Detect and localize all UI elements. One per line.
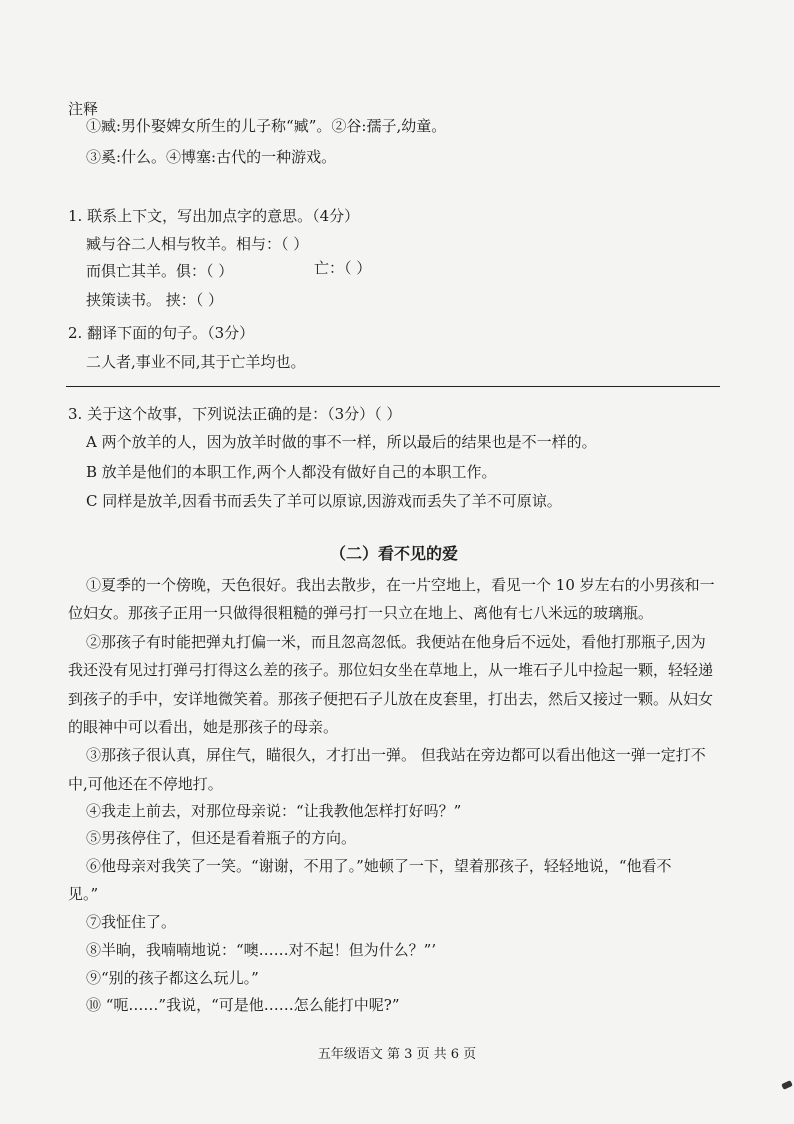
question-1-item-2a: 而俱亡其羊。俱：（ ） [86, 262, 234, 280]
passage-p10: ⑩ “呃……”我说，“可是他……怎么能打中呢?” [86, 996, 400, 1014]
passage-p2-line4: 的眼神中可以看出，她是那孩子的母亲。 [68, 718, 339, 736]
notes-heading: 注释 [68, 100, 99, 118]
scan-mark-icon [781, 1080, 793, 1090]
question-3-prompt: 3. 关于这个故事，下列说法正确的是：（3分）（ ） [68, 405, 402, 423]
passage-p4: ④我走上前去，对那位母亲说：“让我教他怎样打好吗？” [86, 802, 462, 820]
passage-p8: ⑧半晌，我喃喃地说：“噢……对不起！但为什么？”’ [86, 941, 437, 959]
passage-p1-line1: ①夏季的一个傍晚，天色很好。我出去散步，在一片空地上，看见一个 10 岁左右的小男孩和一 [86, 576, 715, 594]
passage-p6-line1: ⑥他母亲对我笑了一笑。“谢谢，不用了。”她顿了一下，望着那孩子，轻轻地说，“他看不 [86, 857, 672, 875]
question-1-item-3: 挟策读书。 挟：（ ） [86, 291, 224, 309]
page-footer: 五年级语文 第 3 页 共 6 页 [317, 1047, 477, 1062]
question-3-option-c: C 同样是放羊,因看书而丢失了羊可以原谅,因游戏而丢失了羊不可原谅。 [86, 492, 562, 510]
section-divider [66, 386, 720, 387]
passage-p7: ⑦我怔住了。 [86, 913, 177, 931]
passage-p6-line2: 见。” [68, 885, 99, 903]
notes-line-1: ①臧:男仆娶婢女所生的儿子称“臧”。②谷:孺子,幼童。 [86, 117, 447, 135]
question-1-item-2b: 亡：（ ） [314, 259, 372, 277]
question-3-option-b: B 放羊是他们的本职工作,两个人都没有做好自己的本职工作。 [86, 463, 497, 481]
question-2-sentence: 二人者,事业不同,其于亡羊均也。 [86, 353, 306, 371]
passage-p2-line2: 我还没有见过打弹弓打得这么差的孩子。那位妇女坐在草地上，从一堆石子儿中捡起一颗，轻轻递 [68, 661, 714, 679]
question-1-prompt: 1. 联系上下文，写出加点字的意思。（4分） [68, 207, 360, 225]
notes-line-2: ③奚:什么。④博塞:古代的一种游戏。 [86, 148, 337, 166]
passage-title: （二）看不见的爱 [330, 544, 459, 563]
question-2-prompt: 2. 翻译下面的句子。（3分） [68, 324, 255, 342]
passage-p2-line1: ②那孩子有时能把弹丸打偏一米，而且忽高忽低。我便站在他身后不远处，看他打那瓶子,因为 [86, 633, 706, 651]
passage-p5: ⑤男孩停住了，但还是看着瓶子的方向。 [86, 829, 357, 847]
passage-p3-line2: 中,可他还在不停地打。 [68, 775, 223, 793]
passage-p2-line3: 到孩子的手中，安详地微笑着。那孩子便把石子儿放在皮套里，打出去，然后又接过一颗。从妇女 [68, 690, 714, 708]
passage-p3-line1: ③那孩子很认真，屏住气，瞄很久，才打出一弹。 但我站在旁边都可以看出他这一弹一定打不 [86, 746, 706, 764]
question-1-item-1: 臧与谷二人相与牧羊。相与：（ ） [86, 235, 309, 253]
passage-p1-line2: 位妇女。那孩子正用一只做得很粗糙的弹弓打一只立在地上、离他有七八米远的玻璃瓶。 [68, 604, 654, 622]
passage-p9: ⑨“别的孩子都这么玩儿。” [86, 969, 259, 987]
question-3-option-a: A 两个放羊的人，因为放羊时做的事不一样，所以最后的结果也是不一样的。 [86, 433, 597, 451]
